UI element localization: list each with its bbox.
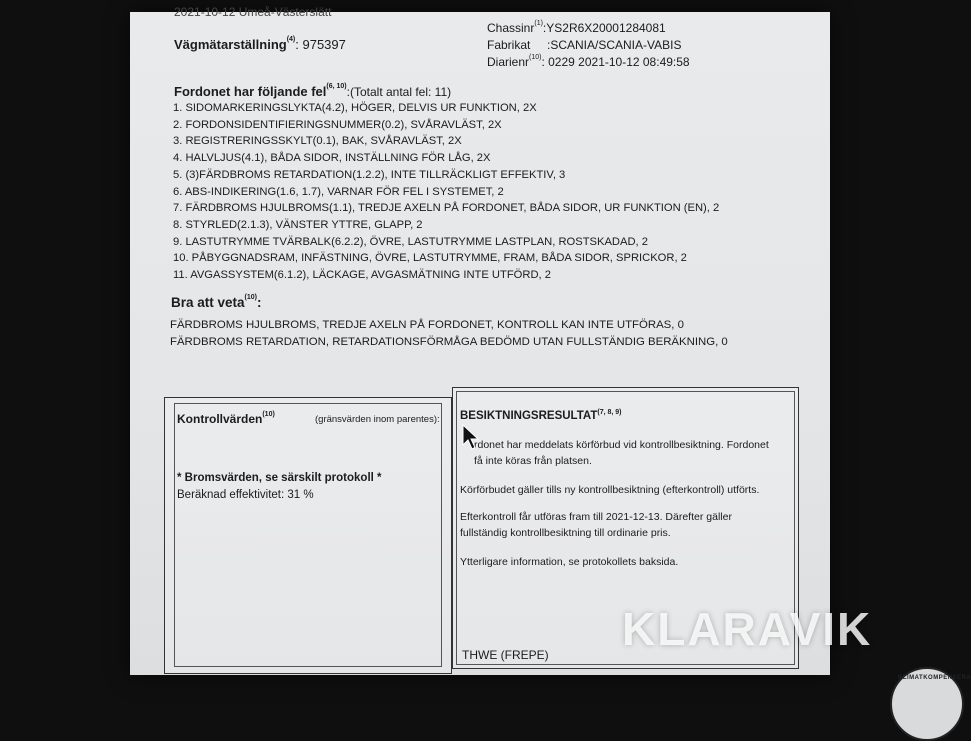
chassis-value: :YS2R6X20001284081 [542, 21, 666, 35]
chassis-sup: (1) [534, 20, 543, 27]
calculated-efficiency: Beräknad effektivitet: 31 % [177, 489, 314, 501]
fault-list [173, 100, 719, 284]
chassis-label: Chassinr [487, 21, 535, 35]
chassis-row [487, 21, 666, 35]
result-line: Körförbudet gäller tills ny kontrollbesiktning (efterkontroll) utförts. [460, 484, 760, 496]
inspector-signature: THWE (FREPE) [462, 648, 549, 662]
odometer-value: : 975397 [295, 37, 346, 52]
seal-text: KLIMATKOMPENSERA [898, 675, 971, 681]
fault-item: 3. REGISTRERINGSSKYLT(0.1), BAK, SVÅRAVLÄST, 2X [173, 135, 462, 148]
klaravik-watermark: KLARAVIK [622, 603, 873, 655]
control-values-title: Kontrollvärden [177, 412, 263, 426]
result-line: fullständig kontrollbesiktning till ordinarie pris. [460, 526, 671, 539]
brake-values-heading: * Bromsvärden, se särskilt protokoll * [177, 472, 382, 484]
result-line: rdonet har meddelats körförbud vid kontrollbesiktning. Fordonet [474, 439, 769, 451]
inspection-result-sup: (7, 8, 9) [597, 409, 622, 416]
odometer-label: Vägmätarställning [174, 37, 287, 52]
good-to-know-heading [171, 295, 262, 310]
fault-item: 9. LASTUTRYMME TVÄRBALK(6.2.2), ÖVRE, LASTUTRYMME LASTPLAN, ROSTSKADAD, 2 [173, 235, 648, 248]
diary-row [487, 55, 690, 69]
make-label: Fabrikat [487, 38, 531, 52]
fault-item: 5. (3)FÄRDBROMS RETARDATION(1.2.2), INTE TILLRÄCKLIGT EFFEKTIV, 3 [173, 168, 566, 181]
fault-item: 2. FORDONSIDENTIFIERINGSNUMMER(0.2), SVÅRAVLÄST, 2X [173, 118, 502, 131]
result-line: få inte köras från platsen. [474, 454, 592, 467]
odometer-sup: (4) [286, 36, 296, 43]
faults-total: :(Totalt antal fel: 11) [346, 85, 452, 99]
good-to-know-list [170, 317, 728, 351]
fault-item: 10. PÅBYGGNADSRAM, INFÄSTNING, ÖVRE, LASTUTRYMME, FRAM, BÅDA SIDOR, SPRICKOR, 2 [173, 252, 687, 265]
good-to-know-line: FÄRDBROMS HJULBROMS, TREDJE AXELN PÅ FORDONET, KONTROLL KAN INTE UTFÖRAS, 0 [170, 319, 684, 331]
control-values-note: (gränsvärden inom parentes): [315, 414, 440, 425]
result-line: Efterkontroll får utföras fram till 2021-12-13. Därefter gäller [460, 511, 732, 523]
make-row [487, 38, 681, 52]
fault-item: 1. SIDOMARKERINGSLYKTA(4.2), HÖGER, DELVIS UR FUNKTION, 2X [173, 102, 537, 114]
inspection-result-title: BESIKTNINGSRESULTAT [460, 410, 598, 422]
result-line: Ytterligare information, se protokollets baksida. [460, 556, 679, 568]
climate-seal-stamp [890, 667, 971, 741]
faults-heading [174, 84, 451, 99]
control-values-box [164, 397, 452, 674]
diary-sup: (10) [529, 54, 542, 61]
fault-item: 7. FÄRDBROMS HJULBROMS(1.1), TREDJE AXELN PÅ FORDONET, BÅDA SIDOR, UR FUNKTION (EN), 2 [173, 202, 720, 215]
report-location-line: 2021-10-12 Umeå-Västerslätt [174, 5, 332, 19]
result-paragraph [460, 483, 759, 499]
fault-item: 11. AVGASSYSTEM(6.1.2), LÄCKAGE, AVGASMÄTNING INTE UTFÖRD, 2 [173, 269, 551, 282]
diary-label: Diarienr [487, 55, 530, 69]
diary-value: : 0229 2021-10-12 08:49:58 [541, 55, 690, 69]
control-values-inner-frame [174, 403, 442, 667]
fault-item: 4. HALVLJUS(4.1), BÅDA SIDOR, INSTÄLLNING FÖR LÅG, 2X [173, 152, 491, 165]
good-to-know-title: Bra att veta [171, 295, 245, 310]
control-values-heading [177, 412, 275, 426]
good-to-know-line: FÄRDBROMS RETARDATION, RETARDATIONSFÖRMÅGA BEDÖMD UTAN FULLSTÄNDIG BERÄKNING, 0 [170, 336, 728, 348]
faults-title: Fordonet har följande fel [174, 84, 327, 99]
inspection-report-sheet [130, 5, 971, 681]
odometer-reading [174, 37, 346, 52]
fault-item: 8. STYRLED(2.1.3), VÄNSTER YTTRE, GLAPP, 2 [173, 218, 423, 231]
make-value: :SCANIA/SCANIA-VABIS [547, 38, 682, 52]
fault-item: 6. ABS-INDIKERING(1.6, 1.7), VARNAR FÖR FEL I SYSTEMET, 2 [173, 185, 504, 198]
good-to-know-sup: (10) [244, 294, 257, 301]
inspection-result-heading [460, 410, 622, 422]
result-paragraph [474, 438, 769, 469]
faults-title-sup: (6, 10) [326, 83, 347, 90]
result-paragraph [460, 510, 732, 541]
result-paragraph [460, 555, 678, 571]
control-values-sup: (10) [262, 411, 275, 418]
good-to-know-colon: : [257, 295, 262, 310]
mouse-pointer-icon [462, 424, 480, 450]
